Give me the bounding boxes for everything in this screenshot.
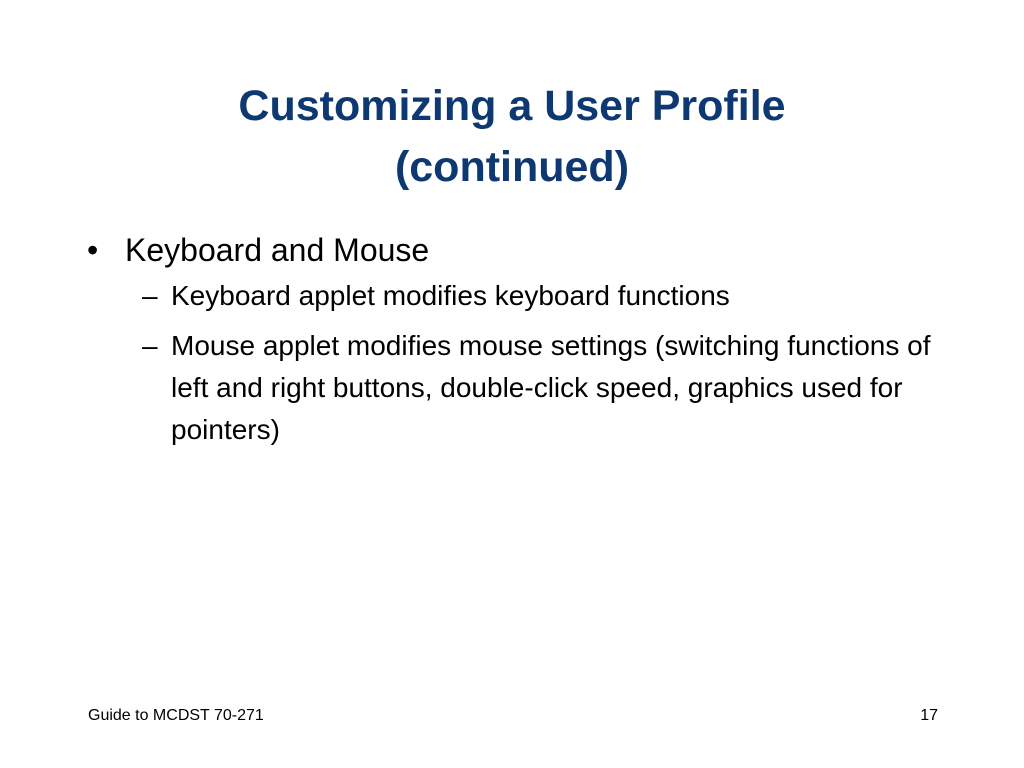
- slide-body: [84, 228, 944, 459]
- sub-bullet-item: [84, 275, 944, 317]
- footer-course-label: Guide to MCDST 70-271: [88, 707, 264, 724]
- bullet-item: [84, 228, 944, 272]
- sub-bullet-marker: –: [142, 280, 158, 311]
- sub-bullet-text: Mouse applet modifies mouse settings (switching functions of left and right buttons, double-click speed, graphics used for pointers): [171, 330, 931, 445]
- sub-bullet-marker: –: [142, 330, 158, 361]
- sub-bullet-list: [84, 275, 944, 451]
- slide-title-line-2: (continued): [394, 143, 630, 191]
- page-number: 17: [920, 707, 938, 724]
- sub-bullet-text: Keyboard applet modifies keyboard functions: [171, 280, 730, 311]
- bullet-text: Keyboard and Mouse: [125, 232, 430, 268]
- slide-title-line-1: Customizing a User Profile: [238, 82, 786, 130]
- bullet-marker: •: [87, 232, 99, 268]
- slide-title: [80, 76, 944, 198]
- sub-bullet-item: [84, 325, 944, 451]
